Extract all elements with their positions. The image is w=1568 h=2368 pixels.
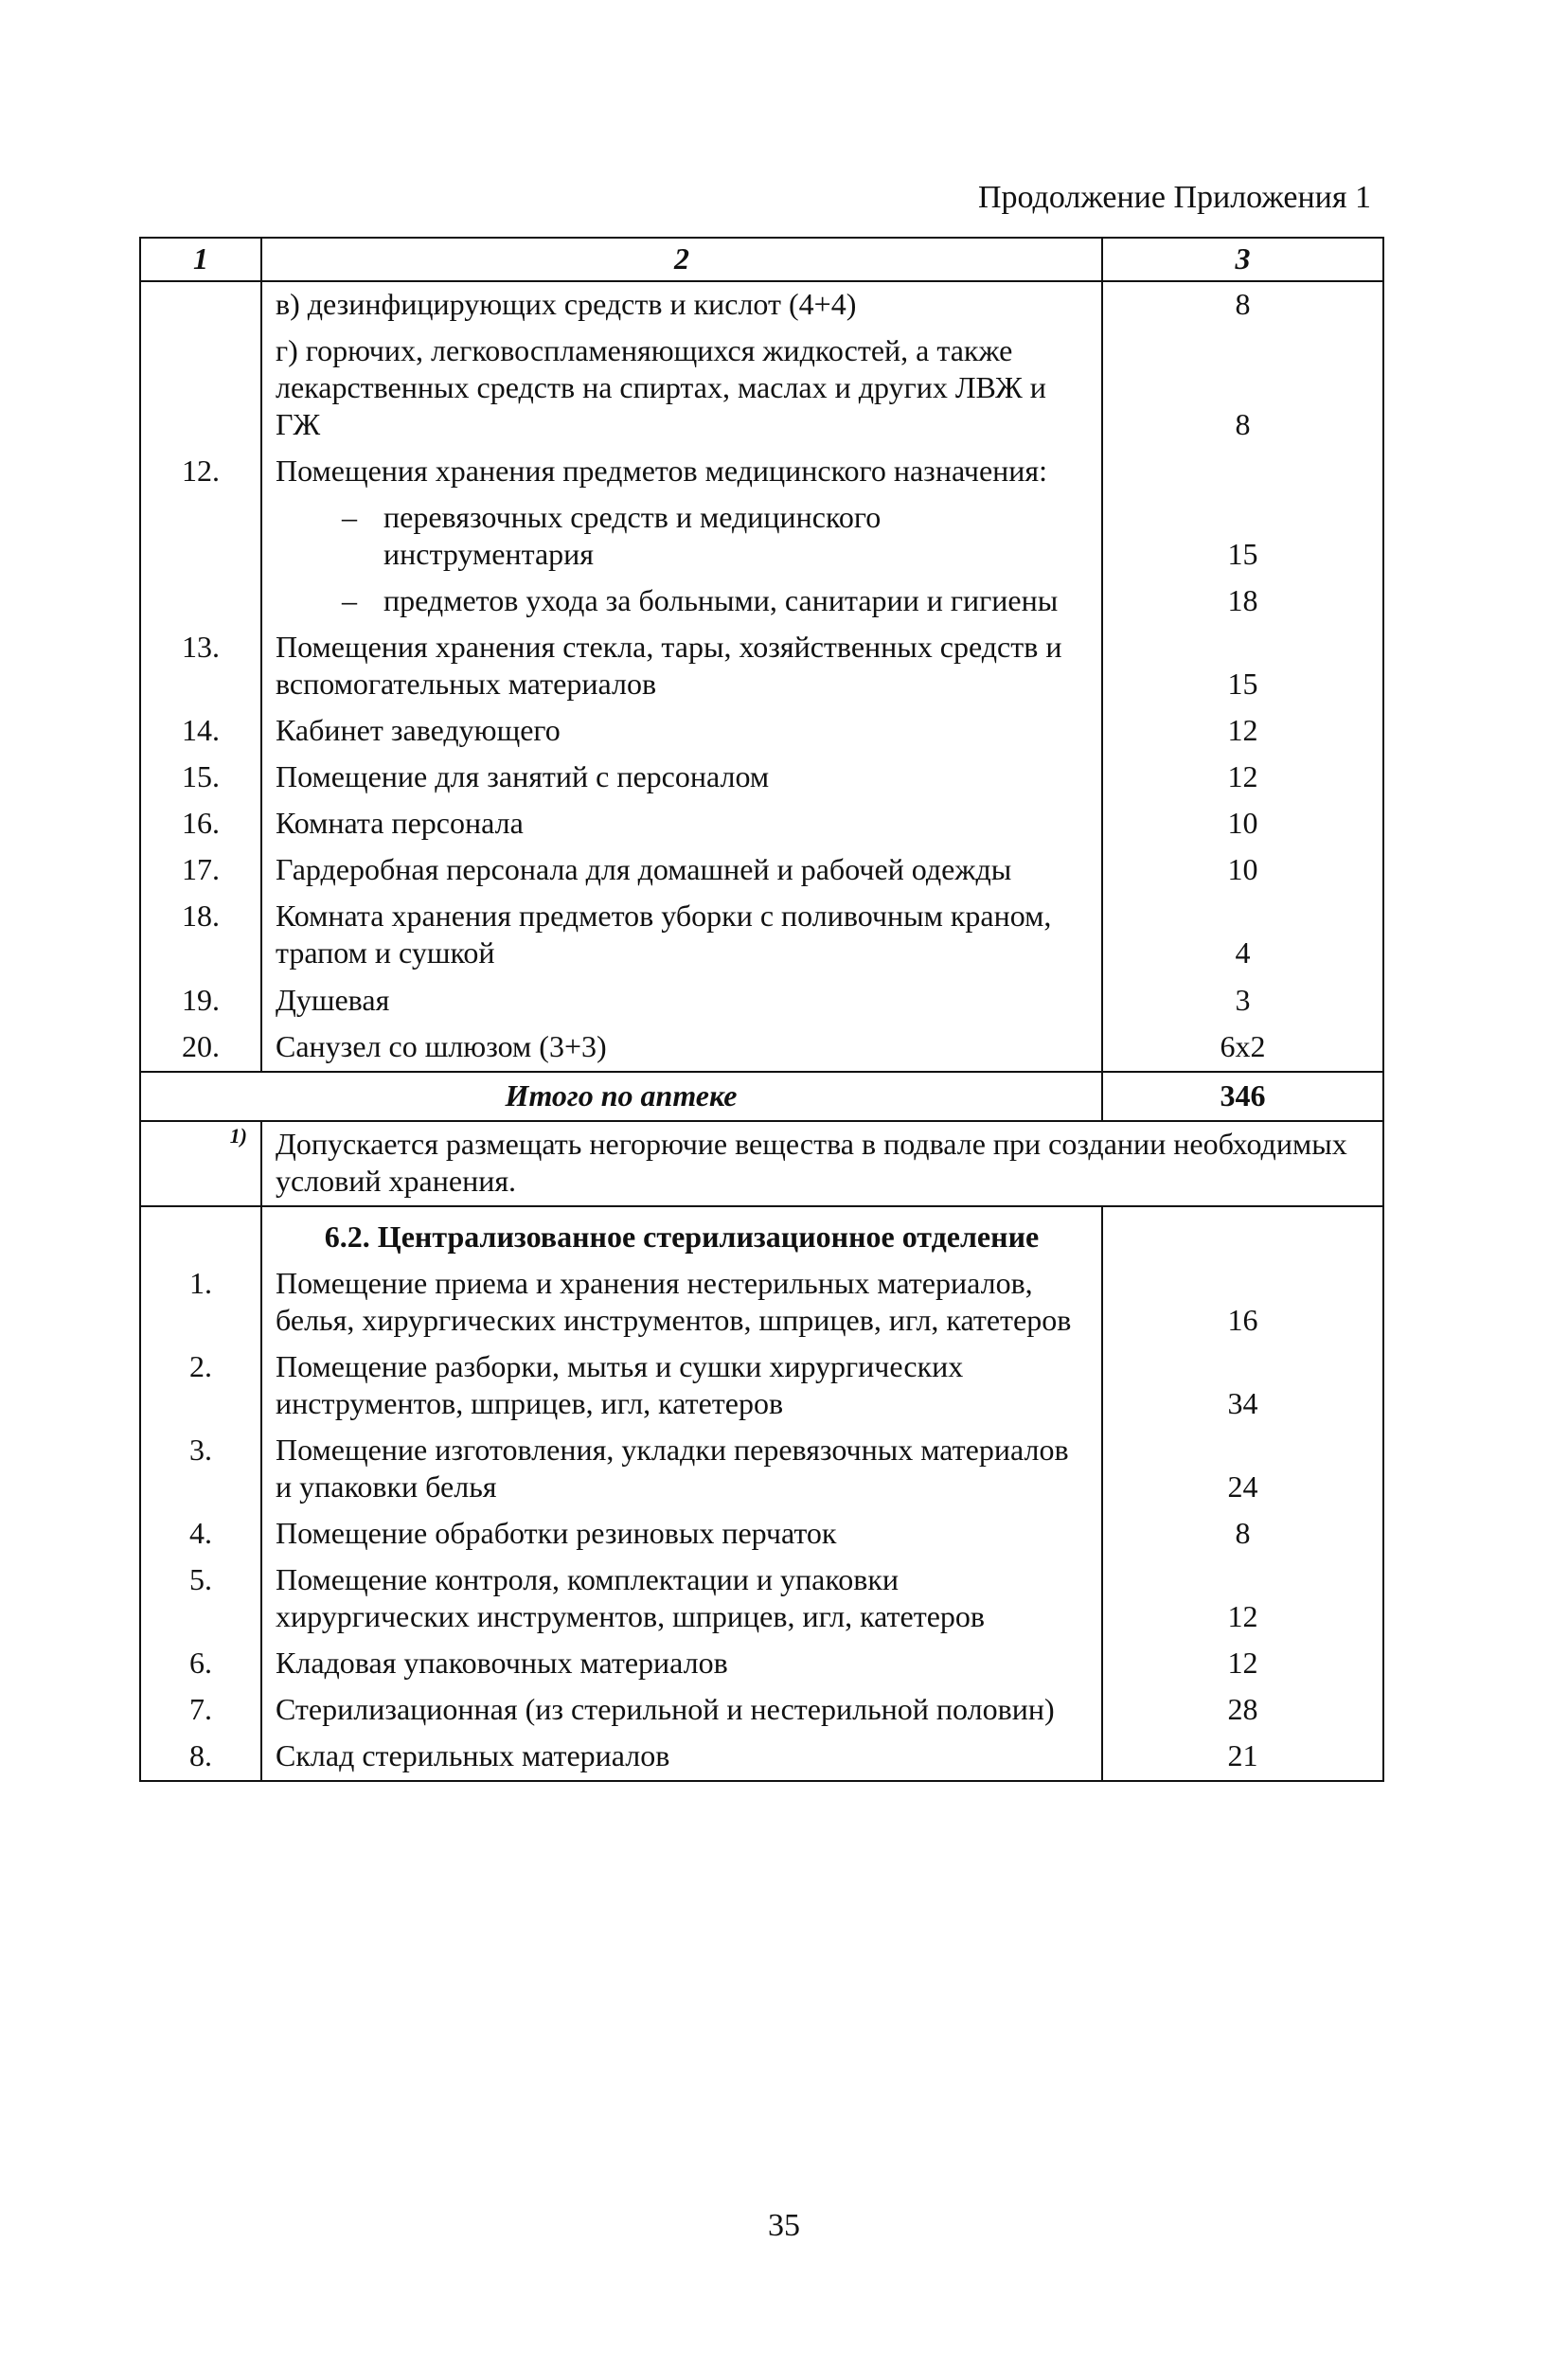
row-value: 8	[1102, 281, 1383, 329]
table-row	[140, 847, 1383, 894]
table-row	[140, 978, 1383, 1024]
row-text: Кладовая упаковочных материалов	[261, 1641, 1102, 1687]
row-text: Помещение приема и хранения нестерильных материалов, белья, хирургических инструментов, шприцев, игл, катетеров	[261, 1261, 1102, 1344]
row-number: 1.	[140, 1261, 261, 1344]
row-text: Гардеробная персонала для домашней и рабочей одежды	[261, 847, 1102, 894]
table-row	[140, 894, 1383, 977]
section-title: 6.2. Централизованное стерилизационное отделение	[261, 1206, 1102, 1261]
row-number: 8.	[140, 1734, 261, 1781]
table-row	[140, 625, 1383, 708]
page-number: 35	[768, 2208, 800, 2243]
row-number: 19.	[140, 978, 261, 1024]
row-number: 4.	[140, 1511, 261, 1558]
row-value: 10	[1102, 801, 1383, 847]
footnote-text: Допускается размещать негорючие вещества в подвале при создании необходимых условий хранения.	[261, 1121, 1383, 1206]
table-row	[140, 1024, 1383, 1072]
subrow-text	[261, 579, 1102, 625]
row-value: 6x2	[1102, 1024, 1383, 1072]
row-text: Комната хранения предметов уборки с поливочным краном, трапом и сушкой	[261, 894, 1102, 977]
row-text: Склад стерильных материалов	[261, 1734, 1102, 1781]
row-value: 8	[1102, 1511, 1383, 1558]
dash-mark: –	[342, 500, 357, 535]
row-value: 8	[1102, 329, 1383, 449]
column-header-row	[140, 238, 1383, 281]
row-value: 15	[1102, 625, 1383, 708]
row-value: 12	[1102, 708, 1383, 755]
row-value: 10	[1102, 847, 1383, 894]
row-value: 12	[1102, 1641, 1383, 1687]
dash-mark: –	[342, 583, 357, 618]
table-row	[140, 1558, 1383, 1641]
footnote-mark: 1)	[140, 1121, 261, 1206]
table-row	[140, 281, 1383, 329]
column-header-3: 3	[1102, 238, 1383, 281]
table-row	[140, 329, 1383, 449]
table-row	[140, 1641, 1383, 1687]
row-text: г) горючих, легковоспламеняющихся жидкостей, а также лекарственных средств на спиртах, маслах и других ЛВЖ и ГЖ	[261, 329, 1102, 449]
row-value: 12	[1102, 1558, 1383, 1641]
row-number: 5.	[140, 1558, 261, 1641]
row-number: 14.	[140, 708, 261, 755]
row-number: 13.	[140, 625, 261, 708]
subrow-label: перевязочных средств и медицинского инструментария	[383, 500, 882, 572]
column-header-2: 2	[261, 238, 1102, 281]
table-subrow	[140, 495, 1383, 579]
row-number: 17.	[140, 847, 261, 894]
rooms-table	[139, 237, 1384, 1782]
row-number: 3.	[140, 1428, 261, 1511]
table-row	[140, 1511, 1383, 1558]
row-value: 18	[1102, 579, 1383, 625]
table-row	[140, 1261, 1383, 1344]
row-number: 12.	[140, 449, 261, 495]
row-text: Помещение изготовления, укладки перевязочных материалов и упаковки белья	[261, 1428, 1102, 1511]
row-text: Помещение контроля, комплектации и упаковки хирургических инструментов, шприцев, игл, катетеров	[261, 1558, 1102, 1641]
subrow-text	[261, 495, 1102, 579]
row-value: 24	[1102, 1428, 1383, 1511]
row-number: 7.	[140, 1687, 261, 1734]
row-text: Стерилизационная (из стерильной и нестерильной половин)	[261, 1687, 1102, 1734]
total-value: 346	[1102, 1072, 1383, 1121]
row-value: 16	[1102, 1261, 1383, 1344]
column-header-1: 1	[140, 238, 261, 281]
row-value: 34	[1102, 1344, 1383, 1428]
row-text: Кабинет заведующего	[261, 708, 1102, 755]
page-header: Продолжение Приложения 1	[977, 180, 1371, 215]
total-row	[140, 1072, 1383, 1121]
row-text: Помещения хранения предметов медицинского назначения:	[261, 449, 1102, 495]
table-row	[140, 755, 1383, 801]
total-label: Итого по аптеке	[140, 1072, 1102, 1121]
table-row	[140, 1734, 1383, 1781]
row-number: 20.	[140, 1024, 261, 1072]
row-value	[1102, 449, 1383, 495]
row-text: в) дезинфицирующих средств и кислот (4+4)	[261, 281, 1102, 329]
row-text: Душевая	[261, 978, 1102, 1024]
row-text: Помещение разборки, мытья и сушки хирургических инструментов, шприцев, игл, катетеров	[261, 1344, 1102, 1428]
footnote-row	[140, 1121, 1383, 1206]
row-number: 6.	[140, 1641, 261, 1687]
row-value: 21	[1102, 1734, 1383, 1781]
row-text: Помещение обработки резиновых перчаток	[261, 1511, 1102, 1558]
row-value: 15	[1102, 495, 1383, 579]
row-value: 4	[1102, 894, 1383, 977]
row-number: 16.	[140, 801, 261, 847]
table-row	[140, 1344, 1383, 1428]
table-row	[140, 1428, 1383, 1511]
table-row	[140, 1687, 1383, 1734]
row-number: 18.	[140, 894, 261, 977]
row-number: 2.	[140, 1344, 261, 1428]
table-row	[140, 801, 1383, 847]
row-text: Помещение для занятий с персоналом	[261, 755, 1102, 801]
row-value: 12	[1102, 755, 1383, 801]
row-text: Помещения хранения стекла, тары, хозяйственных средств и вспомогательных материалов	[261, 625, 1102, 708]
row-text: Санузел со шлюзом (3+3)	[261, 1024, 1102, 1072]
row-number	[140, 329, 261, 449]
row-value: 3	[1102, 978, 1383, 1024]
section-title-row	[140, 1206, 1383, 1261]
table-subrow	[140, 579, 1383, 625]
table-row	[140, 449, 1383, 495]
table-row	[140, 708, 1383, 755]
row-text: Комната персонала	[261, 801, 1102, 847]
subrow-label: предметов ухода за больными, санитарии и гигиены	[383, 583, 1059, 618]
row-value: 28	[1102, 1687, 1383, 1734]
row-number	[140, 281, 261, 329]
row-number: 15.	[140, 755, 261, 801]
